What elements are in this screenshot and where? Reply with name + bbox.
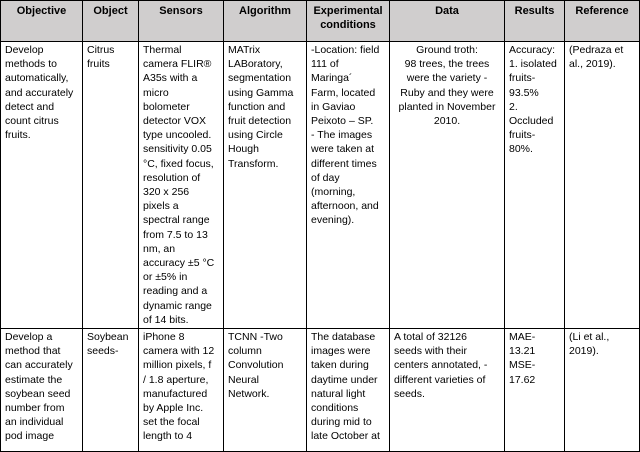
header-sensors: Sensors bbox=[139, 1, 224, 42]
cell-algorithm: TCNN -Two column Convolution Neural Network. bbox=[224, 329, 307, 452]
cell-sensors: iPhone 8 camera with 12 million pixels, f / 1.8 aperture, manufactured by Apple Inc. set the focal length to 4 bbox=[139, 329, 224, 452]
header-object: Object bbox=[83, 1, 139, 42]
cell-results: MAE- 13.21 MSE- 17.62 bbox=[505, 329, 565, 452]
cell-object: Citrus fruits bbox=[83, 42, 139, 329]
cell-object: Soybean seeds- bbox=[83, 329, 139, 452]
cell-objective: Develop methods to automatically, and accurately detect and count citrus fruits. bbox=[1, 42, 83, 329]
cell-reference: (Li et al., 2019). bbox=[565, 329, 640, 452]
header-objective: Objective bbox=[1, 1, 83, 42]
cell-results: Accuracy: 1. isolated fruits- 93.5% 2. Occluded fruits- 80%. bbox=[505, 42, 565, 329]
cell-reference: (Pedraza et al., 2019). bbox=[565, 42, 640, 329]
cell-algorithm: MATrix LABoratory, segmentation using Gamma function and fruit detection using Circle Hough Transform. bbox=[224, 42, 307, 329]
cell-objective: Develop a method that can accurately estimate the soybean seed number from an individual pod image bbox=[1, 329, 83, 452]
table-row bbox=[1, 329, 640, 452]
header-algorithm: Algorithm bbox=[224, 1, 307, 42]
cell-data: A total of 32126 seeds with their centers annotated, - different varieties of seeds. bbox=[390, 329, 505, 452]
header-reference: Reference bbox=[565, 1, 640, 42]
cell-conditions: The database images were taken during daytime under natural light conditions during mid to late October at bbox=[307, 329, 390, 452]
table-row bbox=[1, 42, 640, 329]
cell-sensors: Thermal camera FLIR® A35s with a micro bolometer detector VOX type uncooled. sensitivity 0.05 °C, fixed focus, resolution of 320 x 256 pixels a spectral range from 7.5 to 13 nm, an accuracy ±5 °C or ±5% in reading and a dynamic range of 14 bits. bbox=[139, 42, 224, 329]
header-data: Data bbox=[390, 1, 505, 42]
header-results: Results bbox=[505, 1, 565, 42]
cell-conditions: -Location: field 111 of Maringa´ Farm, located in Gaviao Peixoto – SP. - The images were taken at different times of day (morning, afternoon, and evening). bbox=[307, 42, 390, 329]
header-row bbox=[1, 1, 640, 42]
header-experimental-conditions: Experimental conditions bbox=[307, 1, 390, 42]
cell-data: Ground troth: 98 trees, the trees were the variety - Ruby and they were planted in November 2010. bbox=[390, 42, 505, 329]
